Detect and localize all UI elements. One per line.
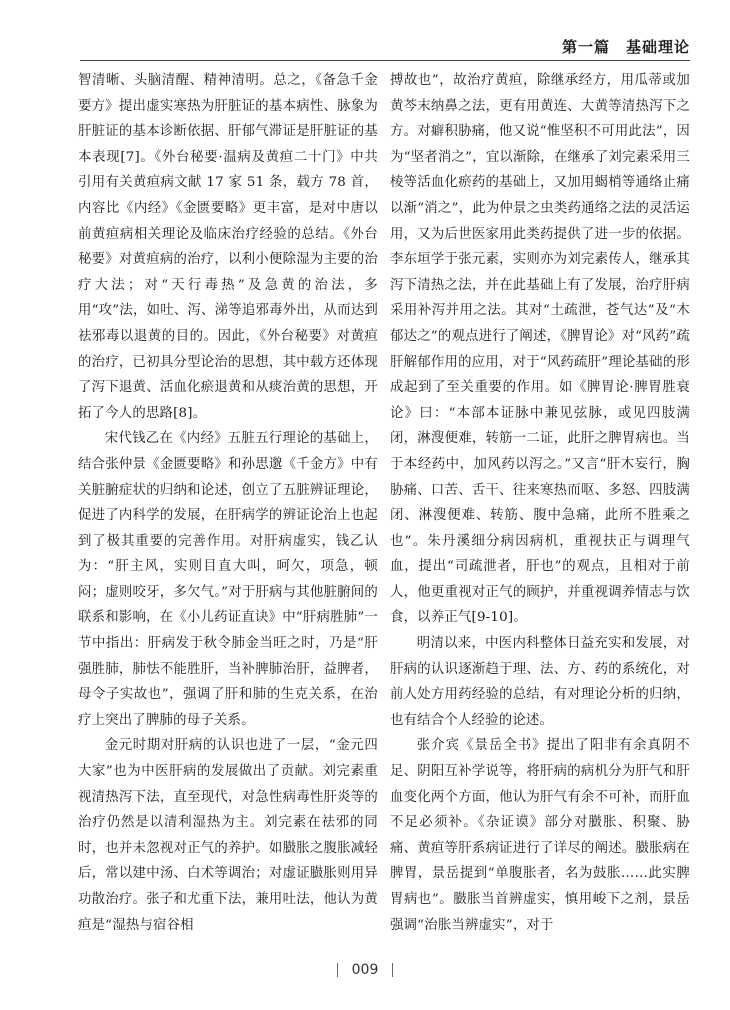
left-column <box>78 68 378 938</box>
chapter-header: 第一篇 基础理论 <box>561 38 690 56</box>
paragraph-2: 宋代钱乙在《内经》五脏五行理论的基础上，结合张仲景《金匮要略》和孙思邈《千金方》中有关脏腑症状的归纳和论述，创立了五脏辨证理论，促进了内科学的发展，在肝病学的辨证论治上也起到了极其重要的完善作用。对肝病虚实，钱乙认为：“肝主风，实则目直大叫，呵欠，项急，顿闷；虚则咬牙，多欠气。”对于肝病与其他脏腑间的联系和影响，在《小儿药证直诀》中“肝病胜肺”一节中指出：肝病发于秋令肺金当旺之时，乃是“肝强胜肺，肺怯不能胜肝，当补脾肺治肝，益脾者，母令子实故也”，强调了肝和肺的生克关系，在治疗上突出了脾肺的母子关系。 <box>78 431 378 728</box>
paragraph-5: 明清以来，中医内科整体日益充实和发展，对肝病的认识逐渐趋于理、法、方、药的系统化，对前人处方用药经验的总结，有对理论分析的归纳，也有结合个人经验的论述。 <box>390 636 690 728</box>
right-column <box>390 68 690 938</box>
folio-divider-right <box>392 963 393 977</box>
paragraph-4: 搏故也”，故治疗黄疸，除继承经方，用瓜蒂或加黄芩末纳鼻之法，更有用黄连、大黄等清热泻下之方。对癖积胁痛，他又说“惟坚积不可用此法”，因为“坚者消之”，宜以渐除，在继承了刘完素采用三棱等活血化瘀药的基础上，又加用蝎梢等通络止痛以渐“消之”，此为仲景之虫类药通络之法的灵活运用，又为后世医家用此类药提供了进一步的依据。李东垣学于张元素，实则亦为刘完素传人，继承其泻下清热之法，并在此基础上有了发展，治疗肝病采用补泻并用之法。其对“土疏泄，苍气达”及“木郁达之”的观点进行了阐述，《脾胃论》对“风药”疏肝解郁作用的应用，对于“风药疏肝”理论基础的形成起到了至关重要的作用。如《脾胃论·脾胃胜衰论》曰：“本部本证脉中兼见弦脉，或见四肢满闭，淋溲便难，转筋一二证，此肝之脾胃病也。当于本经药中，加风药以泻之。”又言“肝木妄行，胸胁痛、口苦、舌干、往来寒热而呕、多怒、四肢满闭、淋溲便难、转筋、腹中急痛，此所不胜乘之也”。朱丹溪细分病因病机，重视扶正与调理气血，提出“司疏泄者，肝也”的观点，且相对于前人，他更重视对正气的顾护，并重视调养情志与饮食，以养正气[9-10]。 <box>390 73 690 626</box>
paragraph-3: 金元时期对肝病的认识也进了一层，“金元四大家”也为中医肝病的发展做出了贡献。刘完素重视清热泻下法，直至现代，对急性病毒性肝炎等的治疗仍然是以清利湿热为主。刘完素在祛邪的同时，也并未忽视对正气的养护。如臌胀之腹胀减轻后，常以建中汤、白术等调治；对虚证臌胀则用异功散治疗。张子和尤重下法，兼用吐法，他认为黄疸是“湿热与宿谷相 <box>78 738 378 933</box>
paragraph-1: 智清晰、头脑清醒、精神清明。总之，《备急千金要方》提出虚实寒热为肝脏证的基本病性、脉象为肝脏证的基本诊断依据、肝郁气滞证是肝脏证的基本表现[7]。《外台秘要·温病及黄疸二十门》中共引用有关黄疸病文献 17 家 51 条，载方 78 首，内容比《内经》《金匮要略》更丰富，是对中唐以前黄疸病相关理论及临床治疗经验的总结。《外台秘要》对黄疸病的治疗，以利小便除湿为主要的治疗大法；对“天行毒热”及急黄的治法，多用“攻”法，如吐、泻、涕等追邪毒外出，从而达到祛邪毒以退黄的目的。因此，《外台秘要》对黄疸的治疗，已初具分型论治的思想，其中载方还体现了泻下退黄、活血化瘀退黄和从痰治黄的思想，开拓了今人的思路[8]。 <box>78 73 378 421</box>
paragraph-6: 张介宾《景岳全书》提出了阳非有余真阴不足、阴阳互补学说等，将肝病的病机分为肝气和肝血变化两个方面，他认为肝气有余不可补，而肝血不足必须补。《杂证谟》部分对臌胀、积聚、胁痛、黄疸等肝系病证进行了详尽的阐述。臌胀病在脾胃，景岳提到“单腹胀者，名为鼓胀……此实脾胃病也”。臌胀当首辨虚实，慎用峻下之剂，景岳强调“治胀当辨虚实”，对于 <box>390 738 690 933</box>
page-footer <box>0 962 730 978</box>
header-divider <box>80 60 690 61</box>
folio-divider-left <box>337 963 338 977</box>
page-number: 009 <box>351 962 379 978</box>
